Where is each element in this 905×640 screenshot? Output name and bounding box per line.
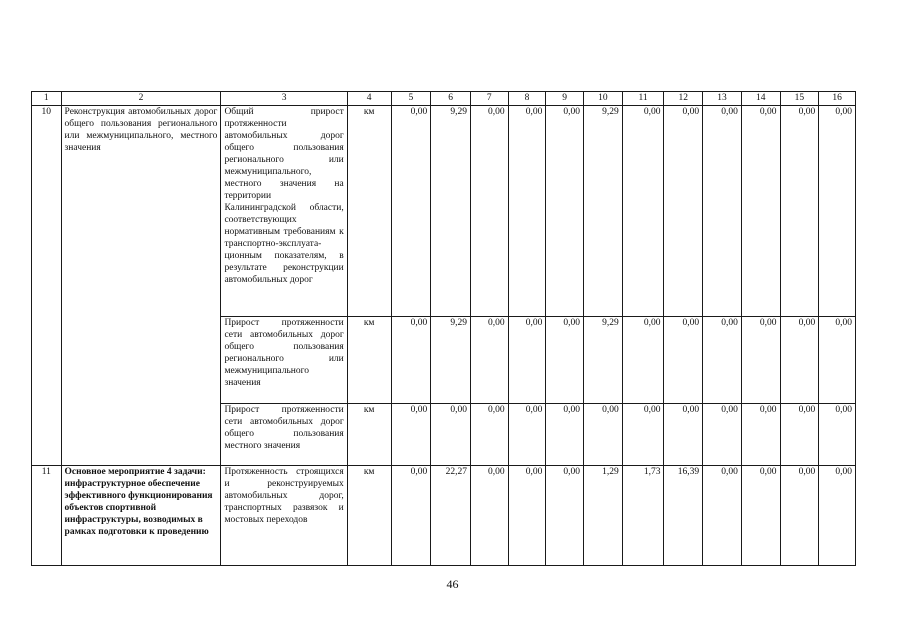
value-cell: 0,00 (391, 404, 431, 466)
value-cell: 0,00 (508, 317, 546, 404)
value-cell: 0,00 (470, 404, 508, 466)
value-cell: 0,00 (470, 106, 508, 317)
header-row (32, 92, 856, 106)
value-cell: 1,29 (583, 466, 622, 566)
row-number: 11 (32, 466, 62, 566)
indicators-table (31, 91, 856, 566)
value-cell: 0,00 (664, 404, 703, 466)
value-cell: 0,00 (703, 466, 742, 566)
value-cell: 0,00 (664, 317, 703, 404)
value-cell: 0,00 (819, 106, 856, 317)
value-cell: 0,00 (546, 404, 584, 466)
value-cell: 0,00 (622, 317, 664, 404)
value-cell: 9,29 (583, 317, 622, 404)
header-cell: 8 (508, 92, 546, 106)
indicator-name: Протяженность строящихся и реконструируемых автомобильных дорог, транспортных развязок и мостовых переходов (221, 466, 347, 566)
header-cell: 12 (664, 92, 703, 106)
indicator-name: Прирост протяженности сети автомобильных дорог общего пользования регионального или межмуниципального значения (221, 317, 347, 404)
value-cell: 0,00 (741, 404, 780, 466)
page-number: 46 (446, 577, 459, 591)
header-cell: 1 (32, 92, 62, 106)
value-cell: 0,00 (622, 106, 664, 317)
value-cell: 0,00 (819, 466, 856, 566)
measure-name: Основное мероприятие 4 задачи: инфраструктурное обеспечение эффективного функционирования объектов спортивной инфраструктуры, возводимых в рамках подготовки к проведению (61, 466, 221, 566)
unit-cell: км (347, 106, 391, 317)
table-row (32, 106, 856, 317)
header-cell: 11 (622, 92, 664, 106)
header-cell: 16 (819, 92, 856, 106)
value-cell: 0,00 (508, 106, 546, 317)
header-cell: 14 (741, 92, 780, 106)
value-cell: 1,73 (622, 466, 664, 566)
value-cell: 16,39 (664, 466, 703, 566)
header-cell: 4 (347, 92, 391, 106)
value-cell: 0,00 (780, 466, 819, 566)
header-cell: 7 (470, 92, 508, 106)
value-cell: 0,00 (546, 317, 584, 404)
unit-cell: км (347, 466, 391, 566)
indicator-name: Общий прирост протяженности автомобильных дорог общего пользования регионального или межмуниципального, местного значения на территории Калининградской области, соответствующих нормативным требованиям к транспортно-эксплуатационным показателям, в результате реконструкции автомобильных дорог (221, 106, 347, 317)
value-cell: 0,00 (819, 317, 856, 404)
value-cell: 0,00 (664, 106, 703, 317)
value-cell: 9,29 (583, 106, 622, 317)
value-cell: 0,00 (391, 106, 431, 317)
measure-name: Реконструкция автомобильных дорог общего пользования регионального или межмуниципального, местного значения (61, 106, 221, 466)
table-row (32, 466, 856, 566)
value-cell: 0,00 (583, 404, 622, 466)
value-cell: 0,00 (741, 317, 780, 404)
value-cell: 0,00 (622, 404, 664, 466)
value-cell: 22,27 (431, 466, 471, 566)
header-cell: 15 (780, 92, 819, 106)
value-cell: 0,00 (703, 317, 742, 404)
value-cell: 0,00 (470, 466, 508, 566)
header-cell: 13 (703, 92, 742, 106)
value-cell: 0,00 (780, 404, 819, 466)
value-cell: 0,00 (780, 317, 819, 404)
row-number: 10 (32, 106, 62, 466)
value-cell: 0,00 (391, 317, 431, 404)
value-cell: 0,00 (546, 106, 584, 317)
value-cell: 0,00 (546, 466, 584, 566)
header-cell: 2 (61, 92, 221, 106)
value-cell: 0,00 (780, 106, 819, 317)
value-cell: 0,00 (741, 106, 780, 317)
value-cell: 9,29 (431, 317, 471, 404)
value-cell: 0,00 (741, 466, 780, 566)
value-cell: 0,00 (431, 404, 471, 466)
unit-cell: км (347, 404, 391, 466)
value-cell: 0,00 (819, 404, 856, 466)
unit-cell: км (347, 317, 391, 404)
value-cell: 9,29 (431, 106, 471, 317)
value-cell: 0,00 (508, 466, 546, 566)
header-cell: 9 (546, 92, 584, 106)
header-cell: 3 (221, 92, 347, 106)
header-cell: 6 (431, 92, 471, 106)
indicator-name: Прирост протяженности сети автомобильных дорог общего пользования местного значения (221, 404, 347, 466)
value-cell: 0,00 (391, 466, 431, 566)
value-cell: 0,00 (470, 317, 508, 404)
value-cell: 0,00 (703, 404, 742, 466)
header-cell: 10 (583, 92, 622, 106)
value-cell: 0,00 (508, 404, 546, 466)
header-cell: 5 (391, 92, 431, 106)
value-cell: 0,00 (703, 106, 742, 317)
